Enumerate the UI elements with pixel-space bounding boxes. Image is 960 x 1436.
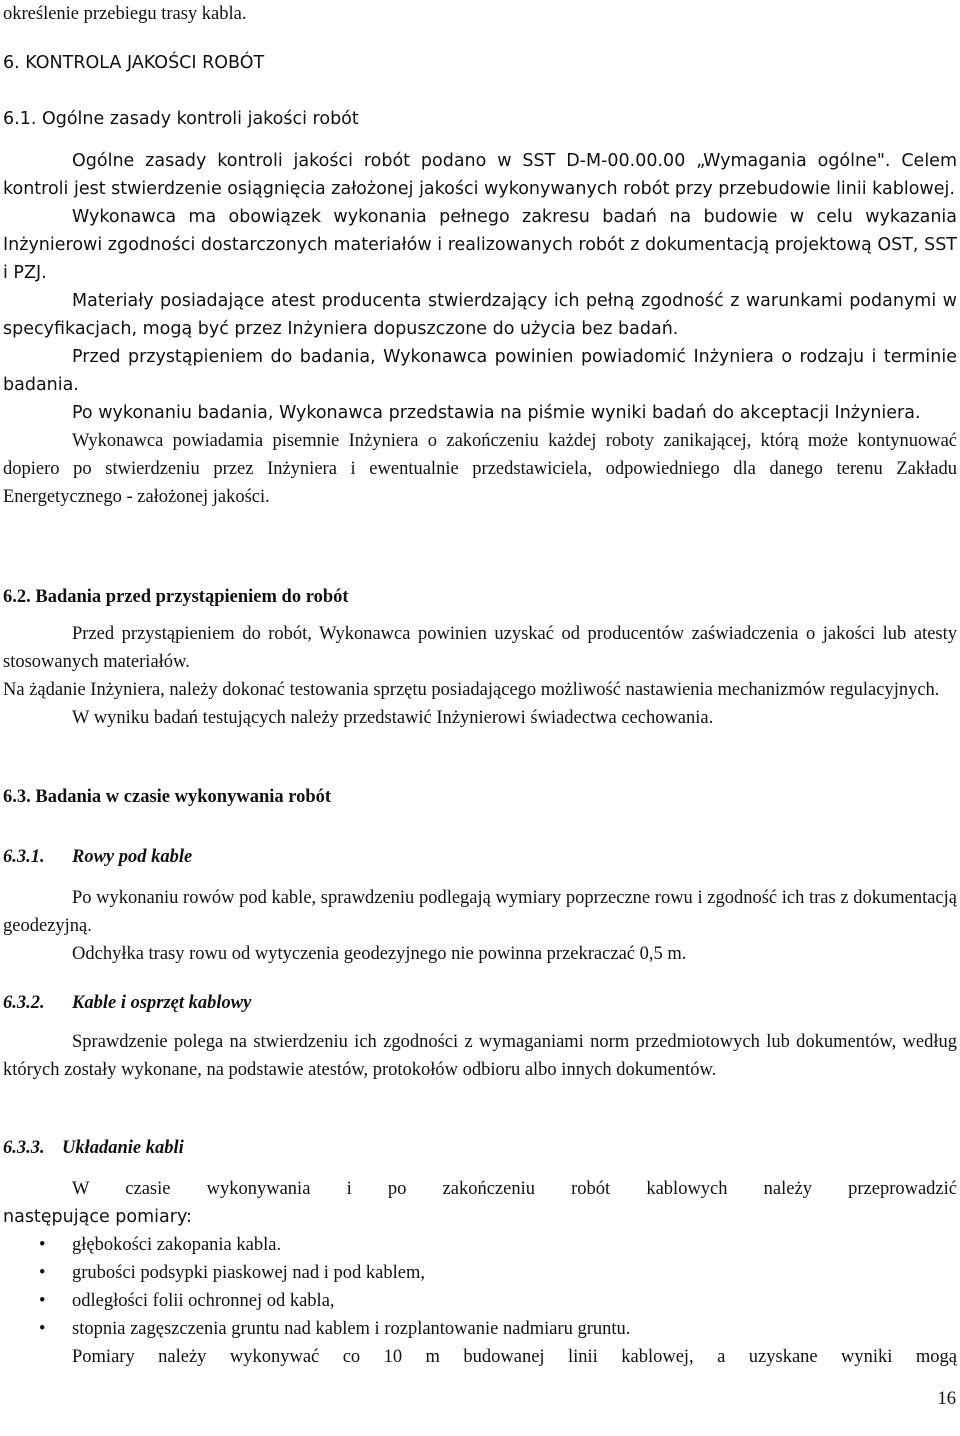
s61-p6: Wykonawca powiadamia pisemnie Inżyniera o zakończeniu każdej roboty zanikającej, którą może kontynuować dopiero po stwierdzeniu przez Inżyniera i ewentualnie przedstawiciela, odpowiedniego dla danego terenu Zakładu Energetycznego - założonej jakości. <box>3 431 957 507</box>
s631-heading <box>3 843 957 871</box>
s62-p1: Przed przystąpieniem do robót, Wykonawca powinien uzyskać od producentów zaświadczenia o jakości lub atesty stosowanych materiałów. <box>3 624 957 672</box>
s61-p3: Materiały posiadające atest producenta stwierdzający ich pełną zgodność z warunkami podanymi w specyfikacjach, mogą być przez Inżyniera dopuszczone do użycia bez badań. <box>3 291 957 339</box>
page-number: 16 <box>937 1389 956 1409</box>
s62-p3: W wyniku badań testujących należy przedstawić Inżynierowi świadectwa cechowania. <box>72 708 714 728</box>
s632-number: 6.3.2. <box>3 993 45 1013</box>
list-item: • grubości podsypki piaskowej nad i pod kablem, <box>3 1259 957 1287</box>
s632-title: Kable i osprzęt kablowy <box>72 993 252 1013</box>
s631-title: Rowy pod kable <box>72 847 193 867</box>
top-line: określenie przebiegu trasy kabla. <box>3 4 247 24</box>
s62-title: 6.2. Badania przed przystąpieniem do robót <box>3 587 349 607</box>
s631-body <box>3 884 957 968</box>
s62-p2: Na żądanie Inżyniera, należy dokonać testowania sprzętu posiadającego możliwość nastawienia mechanizmów regulacyjnych. <box>3 680 940 700</box>
s633-p2: Pomiary należy wykonywać co 10 m budowanej linii kablowej, a uzyskane wyniki mogą <box>72 1347 957 1367</box>
s631-number: 6.3.1. <box>3 847 45 867</box>
bullet-icon: • <box>39 1319 46 1339</box>
s632-heading <box>3 989 957 1017</box>
s633-body <box>3 1175 957 1371</box>
s633-heading <box>3 1134 957 1162</box>
list-item: • głębokości zakopania kabla. <box>3 1231 957 1259</box>
s631-p2: Odchyłka trasy rowu od wytyczenia geodezyjnego nie powinna przekraczać 0,5 m. <box>72 944 687 964</box>
bullet-icon: • <box>39 1263 46 1283</box>
s632-body <box>3 1028 957 1084</box>
s61-p1: Ogólne zasady kontroli jakości robót podano w SST D-M-00.00.00 „Wymagania ogólne". Celem kontroli jest stwierdzenie osiągnięcia założonej jakości wykonywanych robót przy przebudowie linii kablowej. <box>3 151 957 199</box>
section-title: 6. KONTROLA JAKOŚCI ROBÓT <box>3 53 265 73</box>
list-item: • odległości folii ochronnej od kabla, <box>3 1287 957 1315</box>
s61-p4: Przed przystąpieniem do badania, Wykonawca powinien powiadomić Inżyniera o rodzaju i terminie badania. <box>3 347 957 395</box>
bullet-icon: • <box>39 1291 46 1311</box>
s633-p1b: następujące pomiary: <box>3 1207 192 1227</box>
s633-title: Układanie kabli <box>62 1138 184 1158</box>
s63-title: 6.3. Badania w czasie wykonywania robót <box>3 787 332 807</box>
s633-number: 6.3.3. <box>3 1138 45 1158</box>
s61-p2: Wykonawca ma obowiązek wykonania pełnego zakresu badań na budowie w celu wykazania Inżynierowi zgodności dostarczonych materiałów i realizowanych robót z dokumentacją projektową OST, SST i PZJ. <box>3 207 957 283</box>
s62-body <box>3 620 957 732</box>
s633-p1a: W czasie wykonywania i po zakończeniu robót kablowych należy przeprowadzić <box>72 1179 957 1199</box>
s61-title: 6.1. Ogólne zasady kontroli jakości robót <box>3 109 359 129</box>
measurement-list <box>3 1231 957 1343</box>
s61-p5: Po wykonaniu badania, Wykonawca przedstawia na piśmie wyniki badań do akceptacji Inżyniera. <box>72 403 921 423</box>
bullet-icon: • <box>39 1235 46 1255</box>
s631-p1: Po wykonaniu rowów pod kable, sprawdzeniu podlegają wymiary poprzeczne rowu i zgodność ich tras z dokumentacją geodezyjną. <box>3 888 957 936</box>
s632-p1: Sprawdzenie polega na stwierdzeniu ich zgodności z wymaganiami norm przedmiotowych lub dokumentów, według których zostały wykonane, na podstawie atestów, protokołów odbioru albo innych dokumentów. <box>3 1032 957 1080</box>
list-item: • stopnia zagęszczenia gruntu nad kablem i rozplantowanie nadmiaru gruntu. <box>3 1315 957 1343</box>
s61-body <box>3 147 957 511</box>
